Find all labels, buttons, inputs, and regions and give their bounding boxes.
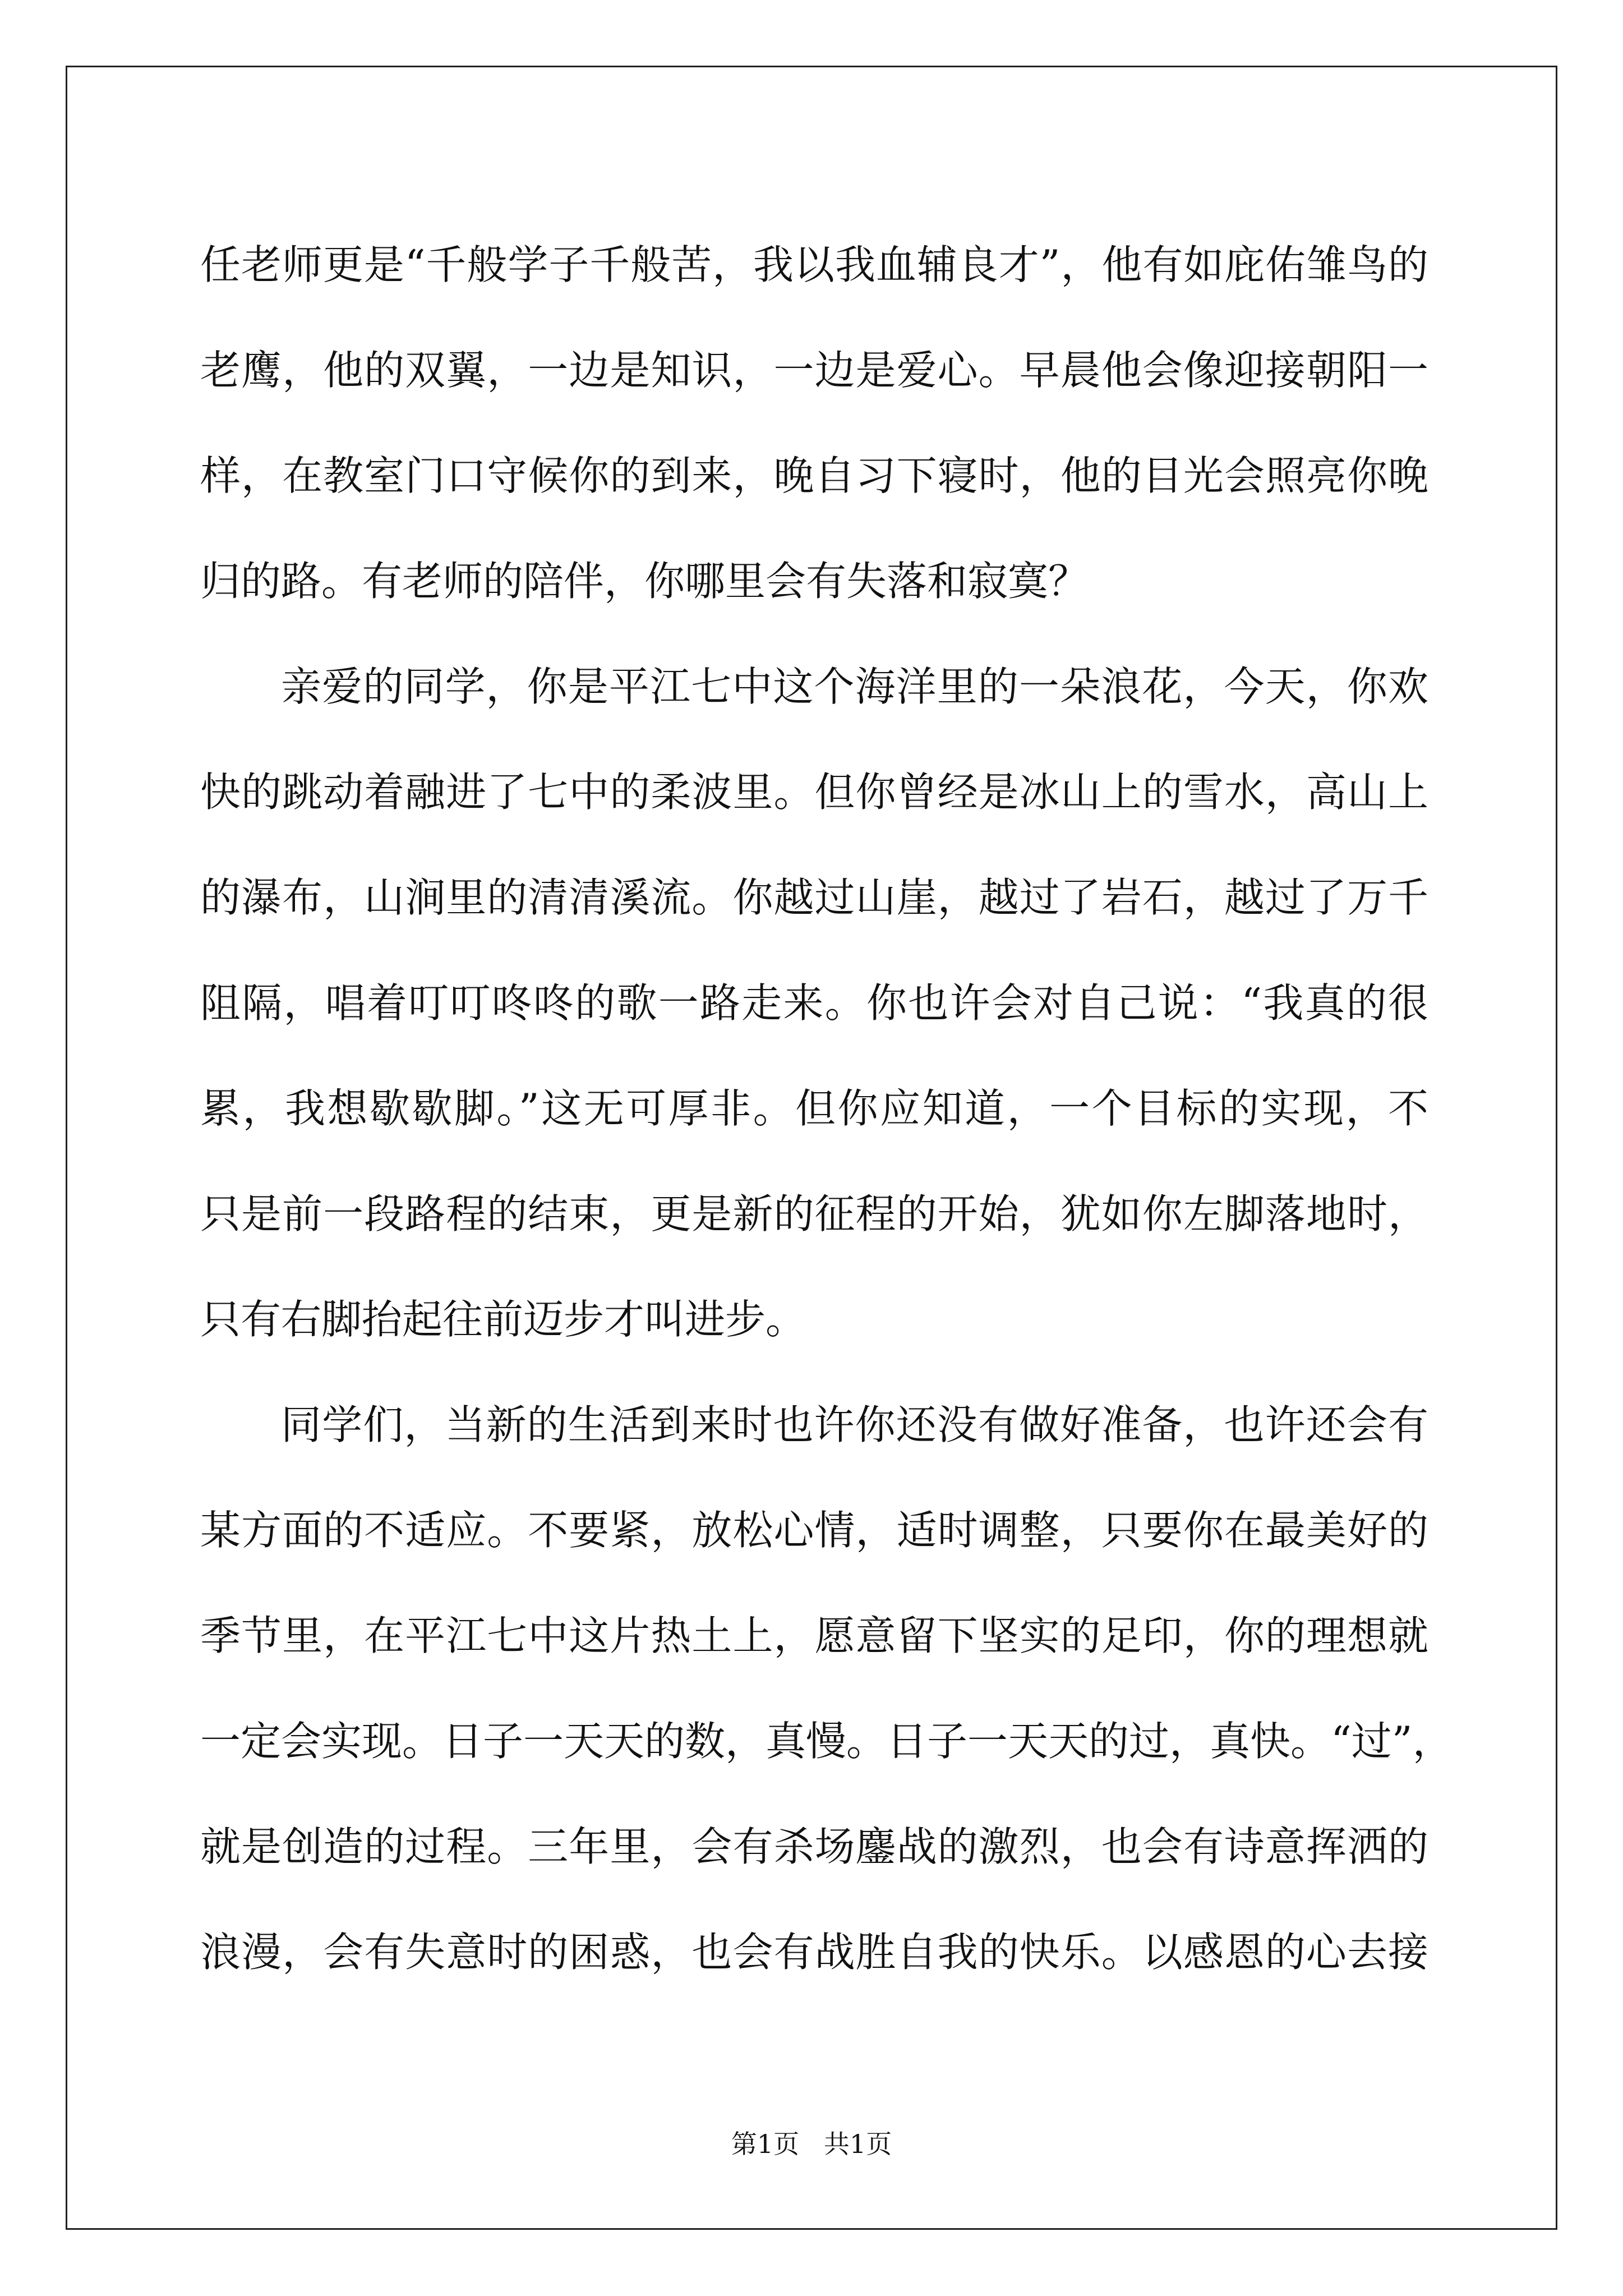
text-line: 浪漫，会有失意时的困惑，也会有战胜自我的快乐。以感恩的心去接 [200,1929,1428,1976]
paragraph-first-line: 亲爱的同学，你是平江七中这个海洋里的一朵浪花，今天，你欢 [281,663,1428,710]
text-line: 某方面的不适应。不要紧，放松心情，适时调整，只要你在最美好的 [200,1507,1428,1554]
text-line: 季节里，在平江七中这片热土上，愿意留下坚实的足印，你的理想就 [200,1612,1428,1659]
text-line: 就是创造的过程。三年里，会有杀场鏖战的激烈，也会有诗意挥洒的 [200,1823,1428,1870]
text-line: 归的路。有老师的陪伴，你哪里会有失落和寂寞？ [200,558,1089,605]
text-line: 老鹰，他的双翼，一边是知识，一边是爱心。早晨他会像迎接朝阳一 [200,347,1428,394]
text-line: 只有右脚抬起往前迈步才叫进步。 [200,1296,806,1343]
page-footer [0,2127,1623,2161]
page-number-label: 第1页 共1页 [731,2129,892,2159]
text-line: 阻隔，唱着叮叮咚咚的歌一路走来。你也许会对自己说：“我真的很 [200,979,1428,1027]
text-line: 一定会实现。日子一天天的数，真慢。日子一天天的过，真快。“过”， [200,1718,1453,1765]
document-body [200,212,1453,2005]
text-line: 任老师更是“千般学子千般苦，我以我血辅良才”，他有如庇佑雏鸟的 [200,241,1428,288]
text-line: 样，在教室门口守候你的到来，晚自习下寝时，他的目光会照亮你晚 [200,452,1428,499]
text-line: 累，我想歇歇脚。”这无可厚非。但你应知道，一个目标的实现，不 [200,1085,1428,1132]
text-line: 只是前一段路程的结束，更是新的征程的开始，犹如你左脚落地时， [200,1190,1428,1237]
text-line: 的瀑布，山涧里的清清溪流。你越过山崖，越过了岩石，越过了万千 [200,874,1428,921]
paragraph-first-line: 同学们，当新的生活到来时也许你还没有做好准备，也许还会有 [281,1401,1428,1448]
text-line: 快的跳动着融进了七中的柔波里。但你曾经是冰山上的雪水，高山上 [200,769,1428,816]
